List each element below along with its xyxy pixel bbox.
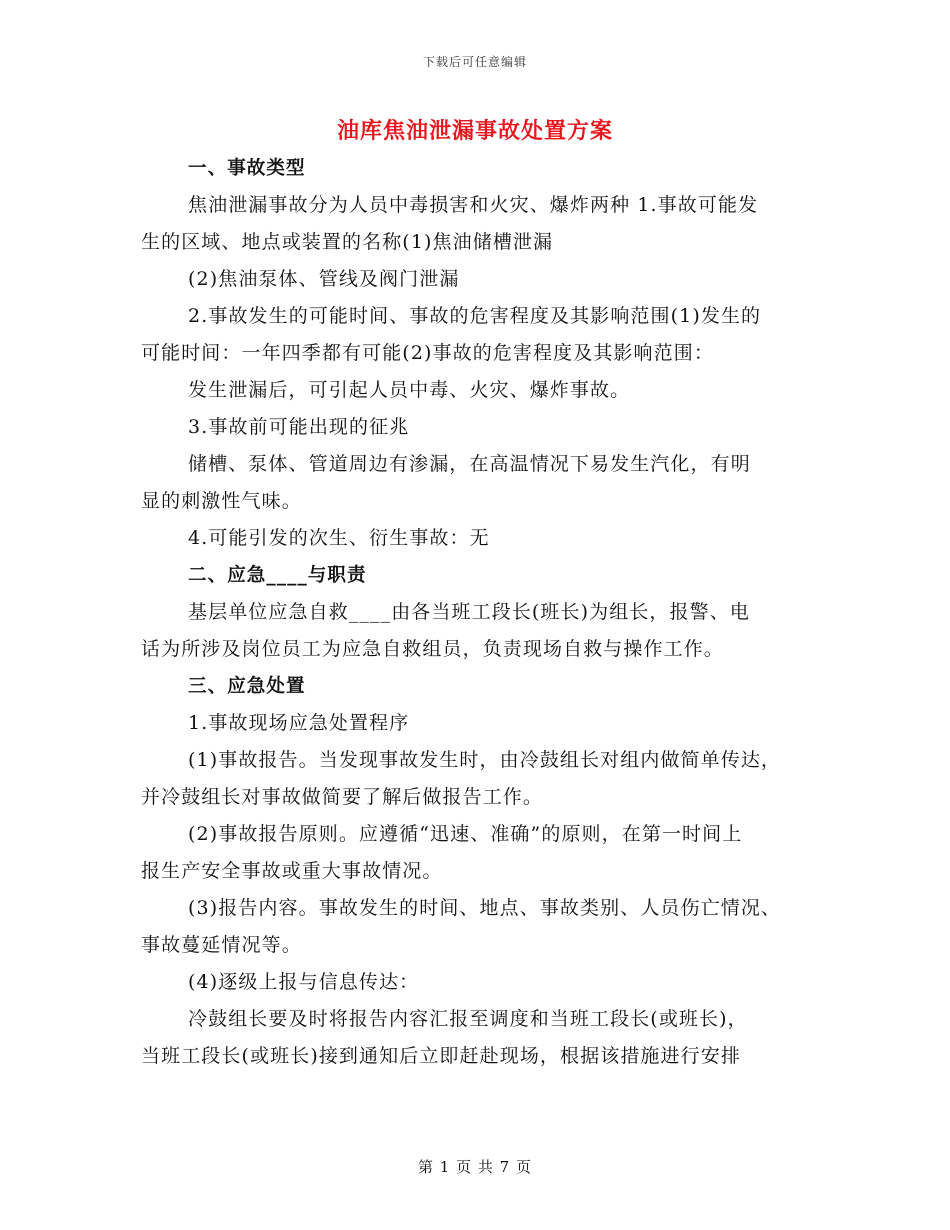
header-note: 下载后可任意编辑 [422, 55, 527, 69]
section-heading: 一、事故类型 [188, 158, 306, 179]
paragraph-line: 2.事故发生的可能时间、事故的危害程度及其影响范围(1)发生的 [188, 305, 762, 327]
paragraph-line: 4.可能引发的次生、衍生事故：无 [188, 527, 490, 549]
page-number: 第 1 页 共 7 页 [418, 1158, 532, 1176]
paragraph-line: (2)焦油泵体、管线及阀门泄漏 [188, 268, 460, 290]
paragraph-line: 显的刺激性气味。 [141, 490, 302, 512]
paragraph-line: 焦油泄漏事故分为人员中毒损害和火灾、爆炸两种 1.事故可能发 [188, 194, 759, 216]
paragraph-line: 当班工段长(或班长)接到通知后立即赶赴现场，根据该措施进行安排 [141, 1045, 741, 1067]
paragraph-line: 发生泄漏后，可引起人员中毒、火灾、爆炸事故。 [188, 379, 631, 401]
paragraph-line: (4)逐级上报与信息传达： [188, 971, 420, 993]
paragraph-line: 1.事故现场应急处置程序 [188, 712, 410, 734]
paragraph-line: (3)报告内容。事故发生的时间、地点、事故类别、人员伤亡情况、 [188, 897, 782, 919]
paragraph-line: 冷鼓组长要及时将报告内容汇报至调度和当班工段长(或班长)， [188, 1008, 748, 1030]
document-title: 油库焦油泄漏事故处置方案 [336, 119, 613, 144]
paragraph-line: (2)事故报告原则。应遵循“迅速、准确”的原则，在第一时间上 [188, 823, 743, 845]
section-heading: 三、应急处置 [188, 676, 306, 697]
document-body [141, 150, 821, 1075]
paragraph-line: 话为所涉及岗位员工为应急自救组员，负责现场自救与操作工作。 [141, 638, 724, 660]
paragraph-line: 生的区域、地点或装置的名称(1)焦油储槽泄漏 [141, 231, 554, 253]
paragraph-line: 报生产安全事故或重大事故情况。 [141, 860, 443, 882]
paragraph-line: 3.事故前可能出现的征兆 [188, 416, 410, 438]
paragraph-line: (1)事故报告。当发现事故发生时，由冷鼓组长对组内做简单传达， [188, 749, 782, 771]
paragraph-line: 并冷鼓组长对事故做简要了解后做报告工作。 [141, 786, 544, 808]
paragraph-line: 可能时间：一年四季都有可能(2)事故的危害程度及其影响范围： [141, 342, 714, 364]
paragraph-line: 基层单位应急自救____由各当班工段长(班长)为组长，报警、电 [188, 601, 750, 623]
paragraph-line: 事故蔓延情况等。 [141, 934, 302, 956]
section-heading: 二、应急____与职责 [188, 565, 367, 586]
paragraph-line: 储槽、泵体、管道周边有渗漏，在高温情况下易发生汽化，有明 [188, 453, 751, 475]
